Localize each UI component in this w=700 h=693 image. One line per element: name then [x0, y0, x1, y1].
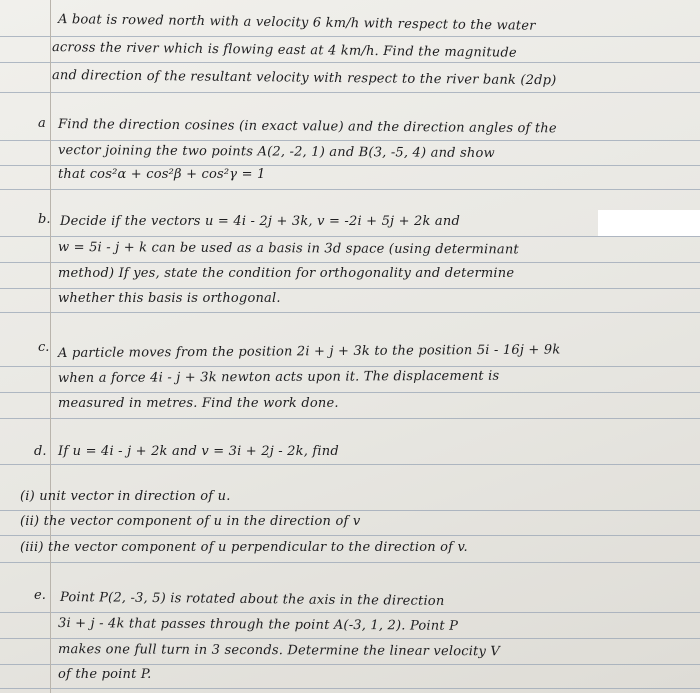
part-d-line-1: If u = 4i - j + 2k and v = 3i + 2j - 2k, find — [58, 444, 339, 459]
part-d-label: d. — [34, 444, 47, 459]
ruled-line — [0, 392, 700, 393]
part-d-sub-i: (i) unit vector in direction of u. — [20, 489, 231, 504]
part-d-sub-ii: (ii) the vector component of u in the direction of v — [20, 514, 361, 529]
part-e-line-3: makes one full turn in 3 seconds. Determine the linear velocity V — [57, 642, 501, 660]
ruled-line — [0, 366, 700, 367]
part-e-label: e. — [34, 588, 46, 603]
ruled-line — [0, 165, 700, 166]
part-b-label: b. — [38, 212, 51, 227]
ruled-line — [0, 535, 700, 536]
part-b-line-1: Decide if the vectors u = 4i - 2j + 3k, v = -2i + 5j + 2k and — [60, 214, 460, 229]
ruled-line — [0, 612, 700, 613]
part-a-line-3: that cos²α + cos²β + cos²γ = 1 — [58, 167, 266, 182]
part-a-line-2: vector joining the two points A(2, -2, 1) and B(3, -5, 4) and show — [57, 143, 495, 162]
ruled-line — [0, 688, 700, 689]
intro-line-2: across the river which is flowing east at 4 km/h. Find the magnitude — [51, 40, 517, 61]
part-a-line-1: Find the direction cosines (in exact value) and the direction angles of the — [57, 117, 557, 137]
ruled-line — [0, 262, 700, 263]
part-c-line-2: when a force 4i - j + 3k newton acts upon it. The displacement is — [57, 368, 500, 386]
ruled-line — [0, 510, 700, 511]
redaction-box — [598, 210, 700, 236]
part-b-line-2: w = 5i - j + k can be used as a basis in 3d space (using determinant — [57, 240, 519, 258]
part-e-line-2: 3i + j - 4k that passes through the point A(-3, 1, 2). Point P — [57, 616, 459, 634]
part-a-label: a — [38, 116, 46, 131]
part-b-line-3: method) If yes, state the condition for orthogonality and determine — [58, 266, 515, 281]
ruled-line — [0, 92, 700, 93]
ruled-line — [0, 562, 700, 563]
part-b-line-4: whether this basis is orthogonal. — [58, 291, 281, 306]
part-e-line-4: of the point P. — [58, 667, 152, 682]
ruled-line — [0, 140, 700, 141]
intro-line-1: A boat is rowed north with a velocity 6 km/h with respect to the water — [57, 12, 536, 34]
part-c-line-1: A particle moves from the position 2i + j + 3k to the position 5i - 16j + 9k — [57, 342, 561, 361]
ruled-line — [0, 464, 700, 465]
part-c-line-3: measured in metres. Find the work done. — [58, 396, 339, 411]
part-e-line-1: Point P(2, -3, 5) is rotated about the axis in the direction — [59, 590, 445, 610]
margin-line — [50, 0, 51, 693]
ruled-line — [0, 62, 700, 63]
ruled-line — [0, 288, 700, 289]
intro-line-3: and direction of the resultant velocity with respect to the river bank (2dp) — [51, 68, 557, 89]
ruled-line — [0, 418, 700, 419]
ruled-line — [0, 638, 700, 639]
ruled-line — [0, 236, 700, 237]
ruled-line — [0, 664, 700, 665]
ruled-line — [0, 36, 700, 37]
ruled-line — [0, 189, 700, 190]
ruled-line — [0, 312, 700, 313]
part-d-sub-iii: (iii) the vector component of u perpendicular to the direction of v. — [20, 540, 468, 555]
part-c-label: c. — [38, 340, 50, 355]
